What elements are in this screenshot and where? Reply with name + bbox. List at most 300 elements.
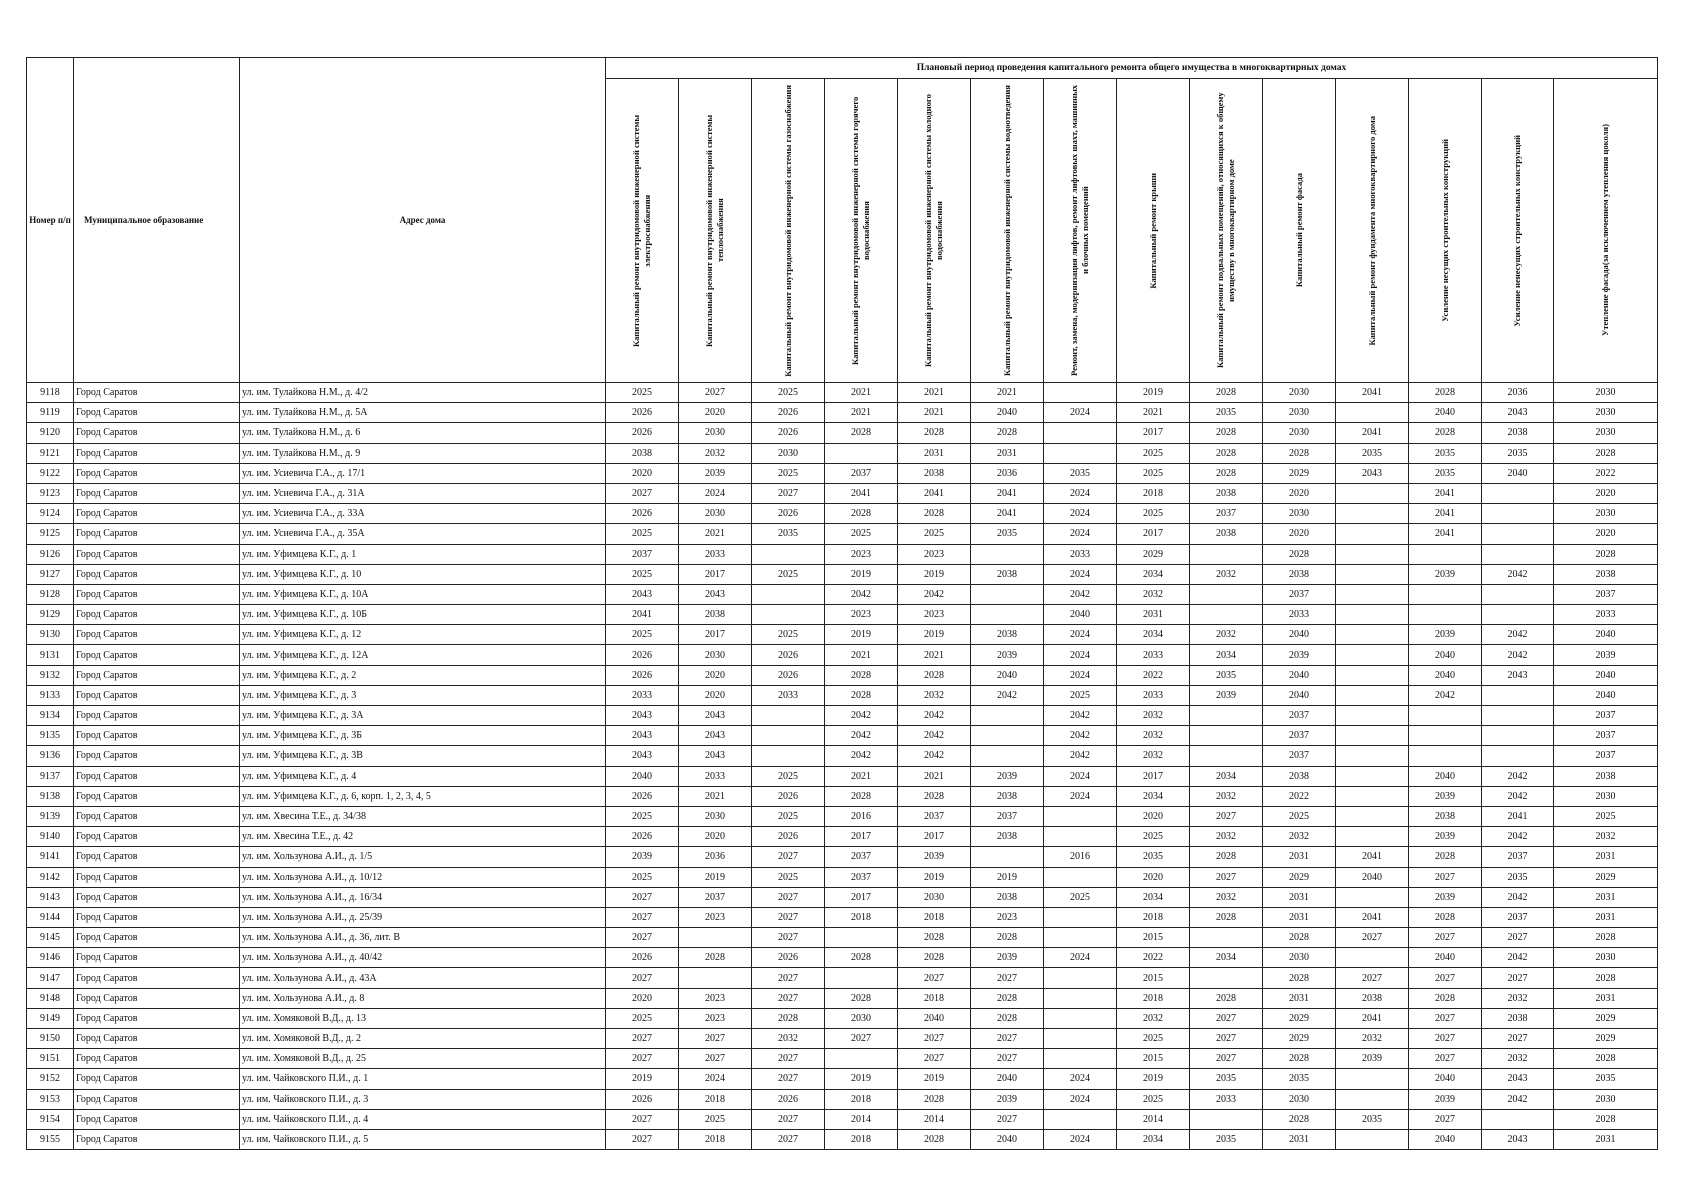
cell-year: 2024 xyxy=(1044,625,1117,645)
cell-year xyxy=(1336,564,1409,584)
cell-year: 2026 xyxy=(606,423,679,443)
header-work-label: Капитальный ремонт внутридомовой инженерной системы электроснабжения xyxy=(631,114,652,347)
cell-year: 2042 xyxy=(1482,766,1554,786)
cell-year: 2032 xyxy=(1190,625,1263,645)
cell-year: 2025 xyxy=(752,463,825,483)
table-row xyxy=(27,706,1658,726)
cell-address: ул. им. Уфимцева К.Г., д. 3 xyxy=(240,685,606,705)
cell-year xyxy=(1044,443,1117,463)
cell-year xyxy=(1336,827,1409,847)
cell-municipality: Город Саратов xyxy=(74,544,240,564)
cell-year: 2041 xyxy=(825,483,898,503)
cell-year: 2030 xyxy=(1554,1089,1658,1109)
cell-year: 2016 xyxy=(825,806,898,826)
cell-year: 2041 xyxy=(1409,524,1482,544)
header-work-label: Капитальный ремонт крыши xyxy=(1147,172,1158,289)
cell-year xyxy=(1336,665,1409,685)
cell-year: 2024 xyxy=(1044,645,1117,665)
cell-address: ул. им. Уфимцева К.Г., д. 2 xyxy=(240,665,606,685)
cell-address: ул. им. Уфимцева К.Г., д. 10Б xyxy=(240,605,606,625)
cell-year: 2037 xyxy=(1263,706,1336,726)
cell-year xyxy=(1336,726,1409,746)
cell-municipality: Город Саратов xyxy=(74,504,240,524)
cell-year: 2025 xyxy=(752,564,825,584)
cell-year: 2024 xyxy=(1044,1069,1117,1089)
cell-year xyxy=(1190,605,1263,625)
cell-year: 2037 xyxy=(825,847,898,867)
cell-year: 2028 xyxy=(971,423,1044,443)
cell-year xyxy=(1044,1029,1117,1049)
cell-year: 2025 xyxy=(1117,463,1190,483)
cell-municipality: Город Саратов xyxy=(74,1129,240,1149)
cell-year: 2026 xyxy=(752,504,825,524)
cell-year: 2027 xyxy=(1482,928,1554,948)
cell-year xyxy=(752,726,825,746)
header-work-label: Капитальный ремонт внутридомовой инженерной системы газоснабжения xyxy=(782,84,793,377)
cell-municipality: Город Саратов xyxy=(74,605,240,625)
cell-year: 2028 xyxy=(1554,1049,1658,1069)
cell-year: 2037 xyxy=(679,887,752,907)
cell-municipality: Город Саратов xyxy=(74,564,240,584)
header-work-3 xyxy=(752,79,825,383)
cell-year: 2019 xyxy=(825,564,898,584)
cell-year: 2026 xyxy=(606,645,679,665)
header-work-14 xyxy=(1554,79,1658,383)
cell-year: 2027 xyxy=(752,1049,825,1069)
cell-year: 2039 xyxy=(971,645,1044,665)
cell-municipality: Город Саратов xyxy=(74,746,240,766)
cell-year: 2028 xyxy=(898,423,971,443)
cell-year: 2034 xyxy=(1117,1129,1190,1149)
header-work-1 xyxy=(606,79,679,383)
cell-year xyxy=(971,584,1044,604)
cell-address: ул. им. Чайковского П.И., д. 4 xyxy=(240,1109,606,1129)
cell-year xyxy=(1409,706,1482,726)
table-row xyxy=(27,665,1658,685)
cell-year: 2043 xyxy=(606,584,679,604)
cell-year: 2026 xyxy=(606,1089,679,1109)
cell-municipality: Город Саратов xyxy=(74,827,240,847)
cell-year: 2030 xyxy=(1263,948,1336,968)
header-work-label: Капитальный ремонт внутридомовой инженерной системы теплоснабжения xyxy=(704,114,725,347)
cell-year: 2028 xyxy=(1409,988,1482,1008)
cell-number: 9118 xyxy=(27,383,74,403)
cell-year: 2027 xyxy=(1190,1008,1263,1028)
cell-year: 2041 xyxy=(971,483,1044,503)
cell-year: 2028 xyxy=(1554,544,1658,564)
cell-year: 2025 xyxy=(1554,806,1658,826)
cell-address: ул. им. Уфимцева К.Г., д. 4 xyxy=(240,766,606,786)
header-work-label: Ремонт, замена, модернизация лифтов, ремонт лифтовых шахт, машинных и блочных помещений xyxy=(1069,84,1090,377)
cell-year: 2024 xyxy=(1044,524,1117,544)
cell-year: 2030 xyxy=(1263,403,1336,423)
cell-number: 9144 xyxy=(27,907,74,927)
cell-year: 2025 xyxy=(752,766,825,786)
header-work-9 xyxy=(1190,79,1263,383)
cell-number: 9122 xyxy=(27,463,74,483)
table-row xyxy=(27,645,1658,665)
cell-year xyxy=(1336,786,1409,806)
cell-year: 2020 xyxy=(606,463,679,483)
cell-year xyxy=(752,706,825,726)
cell-year: 2025 xyxy=(606,1008,679,1028)
table-row xyxy=(27,584,1658,604)
cell-year: 2030 xyxy=(1554,786,1658,806)
cell-year: 2038 xyxy=(1482,423,1554,443)
cell-year: 2028 xyxy=(1554,928,1658,948)
cell-year: 2023 xyxy=(971,907,1044,927)
table-row xyxy=(27,928,1658,948)
cell-year: 2040 xyxy=(1409,1129,1482,1149)
cell-year xyxy=(1482,504,1554,524)
cell-year: 2021 xyxy=(679,786,752,806)
cell-year: 2035 xyxy=(1482,867,1554,887)
cell-year: 2032 xyxy=(1336,1029,1409,1049)
cell-year: 2031 xyxy=(1263,988,1336,1008)
cell-year xyxy=(1482,1109,1554,1129)
cell-year: 2027 xyxy=(679,383,752,403)
cell-year: 2038 xyxy=(1263,564,1336,584)
cell-municipality: Город Саратов xyxy=(74,887,240,907)
cell-year: 2015 xyxy=(1117,928,1190,948)
cell-year: 2040 xyxy=(1044,605,1117,625)
cell-municipality: Город Саратов xyxy=(74,524,240,544)
cell-number: 9142 xyxy=(27,867,74,887)
cell-year: 2018 xyxy=(898,907,971,927)
cell-year: 2028 xyxy=(825,786,898,806)
cell-year: 2040 xyxy=(1482,463,1554,483)
cell-year: 2026 xyxy=(752,403,825,423)
header-number: Номер п/п xyxy=(27,58,74,383)
cell-year: 2024 xyxy=(1044,504,1117,524)
cell-municipality: Город Саратов xyxy=(74,847,240,867)
cell-year: 2020 xyxy=(1554,483,1658,503)
cell-address: ул. им. Уфимцева К.Г., д. 12 xyxy=(240,625,606,645)
cell-year: 2040 xyxy=(1554,665,1658,685)
cell-year: 2032 xyxy=(1117,746,1190,766)
cell-year: 2027 xyxy=(1409,1029,1482,1049)
cell-year: 2032 xyxy=(1117,726,1190,746)
table-row xyxy=(27,948,1658,968)
cell-year: 2041 xyxy=(1336,907,1409,927)
cell-year: 2019 xyxy=(1117,1069,1190,1089)
cell-year: 2037 xyxy=(606,544,679,564)
cell-year: 2028 xyxy=(825,504,898,524)
cell-year: 2041 xyxy=(898,483,971,503)
header-work-4 xyxy=(825,79,898,383)
cell-year: 2043 xyxy=(679,726,752,746)
table-row xyxy=(27,544,1658,564)
cell-address: ул. им. Усиевича Г.А., д. 33А xyxy=(240,504,606,524)
cell-year: 2038 xyxy=(1554,564,1658,584)
cell-address: ул. им. Хользунова А.И., д. 16/34 xyxy=(240,887,606,907)
cell-year: 2019 xyxy=(825,625,898,645)
cell-year: 2027 xyxy=(606,483,679,503)
header-work-label: Капитальный ремонт внутридомовой инженерной системы горячего водоснабжения xyxy=(850,96,871,365)
cell-year: 2025 xyxy=(1117,827,1190,847)
header-address: Адрес дома xyxy=(240,58,606,383)
cell-year xyxy=(1336,403,1409,423)
cell-year: 2042 xyxy=(1482,948,1554,968)
cell-year xyxy=(1336,766,1409,786)
cell-year: 2030 xyxy=(679,423,752,443)
cell-year xyxy=(1044,867,1117,887)
cell-year: 2027 xyxy=(1409,1008,1482,1028)
cell-year: 2017 xyxy=(679,625,752,645)
cell-number: 9149 xyxy=(27,1008,74,1028)
table-row xyxy=(27,564,1658,584)
cell-year xyxy=(1044,1049,1117,1069)
table-row xyxy=(27,483,1658,503)
cell-municipality: Город Саратов xyxy=(74,726,240,746)
table-row xyxy=(27,443,1658,463)
cell-year: 2031 xyxy=(1263,907,1336,927)
cell-address: ул. им. Тулайкова Н.М., д. 4/2 xyxy=(240,383,606,403)
cell-year: 2030 xyxy=(1263,1089,1336,1109)
cell-year: 2035 xyxy=(1263,1069,1336,1089)
cell-address: ул. им. Тулайкова Н.М., д. 5А xyxy=(240,403,606,423)
cell-year xyxy=(1190,706,1263,726)
cell-year: 2025 xyxy=(1044,887,1117,907)
cell-year xyxy=(752,605,825,625)
cell-year: 2036 xyxy=(1482,383,1554,403)
cell-year: 2028 xyxy=(825,988,898,1008)
cell-year: 2019 xyxy=(898,1069,971,1089)
table-row xyxy=(27,887,1658,907)
header-work-label: Капитальный ремонт фундамента многоквартирного дома xyxy=(1366,115,1377,346)
cell-year: 2040 xyxy=(971,1129,1044,1149)
header-work-label: Капитальный ремонт подвальных помещений, относящихся к общему имуществу в многоквартирном доме xyxy=(1215,92,1236,369)
cell-year: 2042 xyxy=(1482,564,1554,584)
cell-year: 2026 xyxy=(752,827,825,847)
cell-year: 2025 xyxy=(752,806,825,826)
cell-year: 2019 xyxy=(898,625,971,645)
cell-year: 2034 xyxy=(1190,645,1263,665)
cell-year xyxy=(679,968,752,988)
cell-address: ул. им. Чайковского П.И., д. 5 xyxy=(240,1129,606,1149)
cell-year: 2040 xyxy=(898,1008,971,1028)
cell-year: 2037 xyxy=(825,463,898,483)
cell-year: 2026 xyxy=(752,665,825,685)
cell-year: 2018 xyxy=(1117,907,1190,927)
cell-year: 2028 xyxy=(825,423,898,443)
cell-year: 2027 xyxy=(752,928,825,948)
cell-municipality: Город Саратов xyxy=(74,907,240,927)
cell-address: ул. им. Уфимцева К.Г., д. 1 xyxy=(240,544,606,564)
cell-number: 9132 xyxy=(27,665,74,685)
cell-year: 2027 xyxy=(1190,1049,1263,1069)
cell-year: 2033 xyxy=(752,685,825,705)
cell-year: 2027 xyxy=(898,1049,971,1069)
cell-year: 2031 xyxy=(1554,887,1658,907)
cell-year: 2018 xyxy=(898,988,971,1008)
cell-year xyxy=(1336,887,1409,907)
cell-number: 9139 xyxy=(27,806,74,826)
cell-year: 2028 xyxy=(898,504,971,524)
cell-year: 2035 xyxy=(1336,443,1409,463)
cell-year: 2040 xyxy=(1336,867,1409,887)
cell-year xyxy=(752,584,825,604)
cell-address: ул. им. Уфимцева К.Г., д. 10 xyxy=(240,564,606,584)
cell-year: 2035 xyxy=(971,524,1044,544)
cell-year: 2038 xyxy=(971,887,1044,907)
cell-year: 2031 xyxy=(971,443,1044,463)
cell-number: 9124 xyxy=(27,504,74,524)
cell-address: ул. им. Чайковского П.И., д. 1 xyxy=(240,1069,606,1089)
cell-municipality: Город Саратов xyxy=(74,948,240,968)
cell-year: 2027 xyxy=(752,1109,825,1129)
cell-year: 2038 xyxy=(1190,524,1263,544)
cell-year: 2035 xyxy=(1190,1069,1263,1089)
cell-year xyxy=(752,544,825,564)
cell-year: 2042 xyxy=(1482,786,1554,806)
cell-year: 2032 xyxy=(1190,564,1263,584)
cell-year: 2020 xyxy=(606,988,679,1008)
cell-municipality: Город Саратов xyxy=(74,867,240,887)
cell-year: 2025 xyxy=(606,625,679,645)
cell-year: 2034 xyxy=(1117,887,1190,907)
cell-year: 2022 xyxy=(1263,786,1336,806)
cell-year: 2028 xyxy=(1190,383,1263,403)
table-row xyxy=(27,847,1658,867)
cell-year: 2028 xyxy=(971,928,1044,948)
table-row xyxy=(27,1129,1658,1149)
cell-year: 2017 xyxy=(1117,423,1190,443)
cell-address: ул. им. Усиевича Г.А., д. 31А xyxy=(240,483,606,503)
cell-year: 2024 xyxy=(679,1069,752,1089)
cell-year: 2040 xyxy=(1409,766,1482,786)
cell-year: 2017 xyxy=(825,887,898,907)
cell-year: 2042 xyxy=(825,584,898,604)
cell-year: 2018 xyxy=(1117,483,1190,503)
cell-number: 9133 xyxy=(27,685,74,705)
cell-year: 2025 xyxy=(606,867,679,887)
cell-year: 2023 xyxy=(679,907,752,927)
cell-year: 2028 xyxy=(1263,968,1336,988)
cell-year: 2028 xyxy=(898,1089,971,1109)
cell-year: 2021 xyxy=(825,403,898,423)
cell-year: 2035 xyxy=(752,524,825,544)
cell-year: 2028 xyxy=(1554,443,1658,463)
cell-year: 2024 xyxy=(1044,665,1117,685)
cell-year: 2038 xyxy=(1409,806,1482,826)
cell-year: 2028 xyxy=(752,1008,825,1028)
cell-year: 2042 xyxy=(825,706,898,726)
cell-year: 2027 xyxy=(606,1109,679,1129)
cell-year: 2027 xyxy=(752,907,825,927)
cell-year xyxy=(825,968,898,988)
table-row xyxy=(27,1049,1658,1069)
cell-year: 2032 xyxy=(679,443,752,463)
cell-number: 9146 xyxy=(27,948,74,968)
cell-year: 2038 xyxy=(1190,483,1263,503)
cell-year: 2028 xyxy=(1190,423,1263,443)
cell-year: 2031 xyxy=(1554,988,1658,1008)
cell-year: 2027 xyxy=(752,887,825,907)
cell-year: 2027 xyxy=(752,1069,825,1089)
cell-year: 2039 xyxy=(1409,887,1482,907)
cell-year: 2025 xyxy=(752,867,825,887)
cell-address: ул. им. Хвесина Т.Е., д. 42 xyxy=(240,827,606,847)
cell-year: 2027 xyxy=(1190,1029,1263,1049)
cell-number: 9147 xyxy=(27,968,74,988)
cell-year: 2027 xyxy=(606,887,679,907)
cell-year: 2025 xyxy=(1044,685,1117,705)
cell-year: 2020 xyxy=(1263,524,1336,544)
cell-year: 2026 xyxy=(606,948,679,968)
cell-year xyxy=(1336,746,1409,766)
cell-year: 2031 xyxy=(1117,605,1190,625)
cell-year: 2018 xyxy=(679,1129,752,1149)
cell-year: 2033 xyxy=(1117,645,1190,665)
cell-year: 2026 xyxy=(606,504,679,524)
cell-municipality: Город Саратов xyxy=(74,1089,240,1109)
cell-municipality: Город Саратов xyxy=(74,1008,240,1028)
cell-year: 2037 xyxy=(1190,504,1263,524)
cell-year: 2024 xyxy=(1044,766,1117,786)
cell-year: 2029 xyxy=(1263,867,1336,887)
cell-year xyxy=(1336,948,1409,968)
header-work-12 xyxy=(1409,79,1482,383)
table-row xyxy=(27,806,1658,826)
cell-year: 2032 xyxy=(1117,584,1190,604)
header-work-label: Капитальный ремонт фасада xyxy=(1293,173,1304,288)
document-sheet xyxy=(26,57,1658,1150)
cell-year: 2019 xyxy=(898,867,971,887)
cell-year: 2037 xyxy=(1554,746,1658,766)
cell-municipality: Город Саратов xyxy=(74,1049,240,1069)
cell-year: 2032 xyxy=(1554,827,1658,847)
cell-year: 2027 xyxy=(898,968,971,988)
cell-year: 2025 xyxy=(752,625,825,645)
cell-number: 9151 xyxy=(27,1049,74,1069)
cell-year: 2038 xyxy=(1482,1008,1554,1028)
cell-number: 9129 xyxy=(27,605,74,625)
cell-number: 9130 xyxy=(27,625,74,645)
cell-year: 2037 xyxy=(825,867,898,887)
cell-number: 9126 xyxy=(27,544,74,564)
cell-year: 2040 xyxy=(1263,665,1336,685)
cell-year: 2027 xyxy=(1409,1049,1482,1069)
cell-year xyxy=(1336,524,1409,544)
header-work-label: Капитальный ремонт внутридомовой инженерной системы водоотведения xyxy=(1001,84,1012,376)
cell-municipality: Город Саратов xyxy=(74,645,240,665)
cell-year: 2024 xyxy=(1044,483,1117,503)
cell-year: 2042 xyxy=(971,685,1044,705)
cell-year: 2017 xyxy=(825,827,898,847)
cell-year: 2027 xyxy=(971,1049,1044,1069)
cell-year: 2041 xyxy=(1336,847,1409,867)
cell-year: 2027 xyxy=(606,907,679,927)
cell-year xyxy=(1044,928,1117,948)
cell-year: 2028 xyxy=(971,1008,1044,1028)
cell-year: 2028 xyxy=(679,948,752,968)
cell-year: 2040 xyxy=(1409,1069,1482,1089)
cell-year: 2039 xyxy=(971,766,1044,786)
cell-year: 2037 xyxy=(1263,746,1336,766)
cell-number: 9137 xyxy=(27,766,74,786)
cell-year: 2039 xyxy=(1263,645,1336,665)
cell-year: 2020 xyxy=(679,827,752,847)
cell-year: 2028 xyxy=(1190,988,1263,1008)
cell-year: 2042 xyxy=(1482,827,1554,847)
cell-year: 2031 xyxy=(1554,847,1658,867)
cell-year: 2041 xyxy=(971,504,1044,524)
cell-year: 2026 xyxy=(606,786,679,806)
cell-year: 2030 xyxy=(825,1008,898,1028)
cell-year: 2025 xyxy=(606,383,679,403)
cell-year: 2031 xyxy=(898,443,971,463)
